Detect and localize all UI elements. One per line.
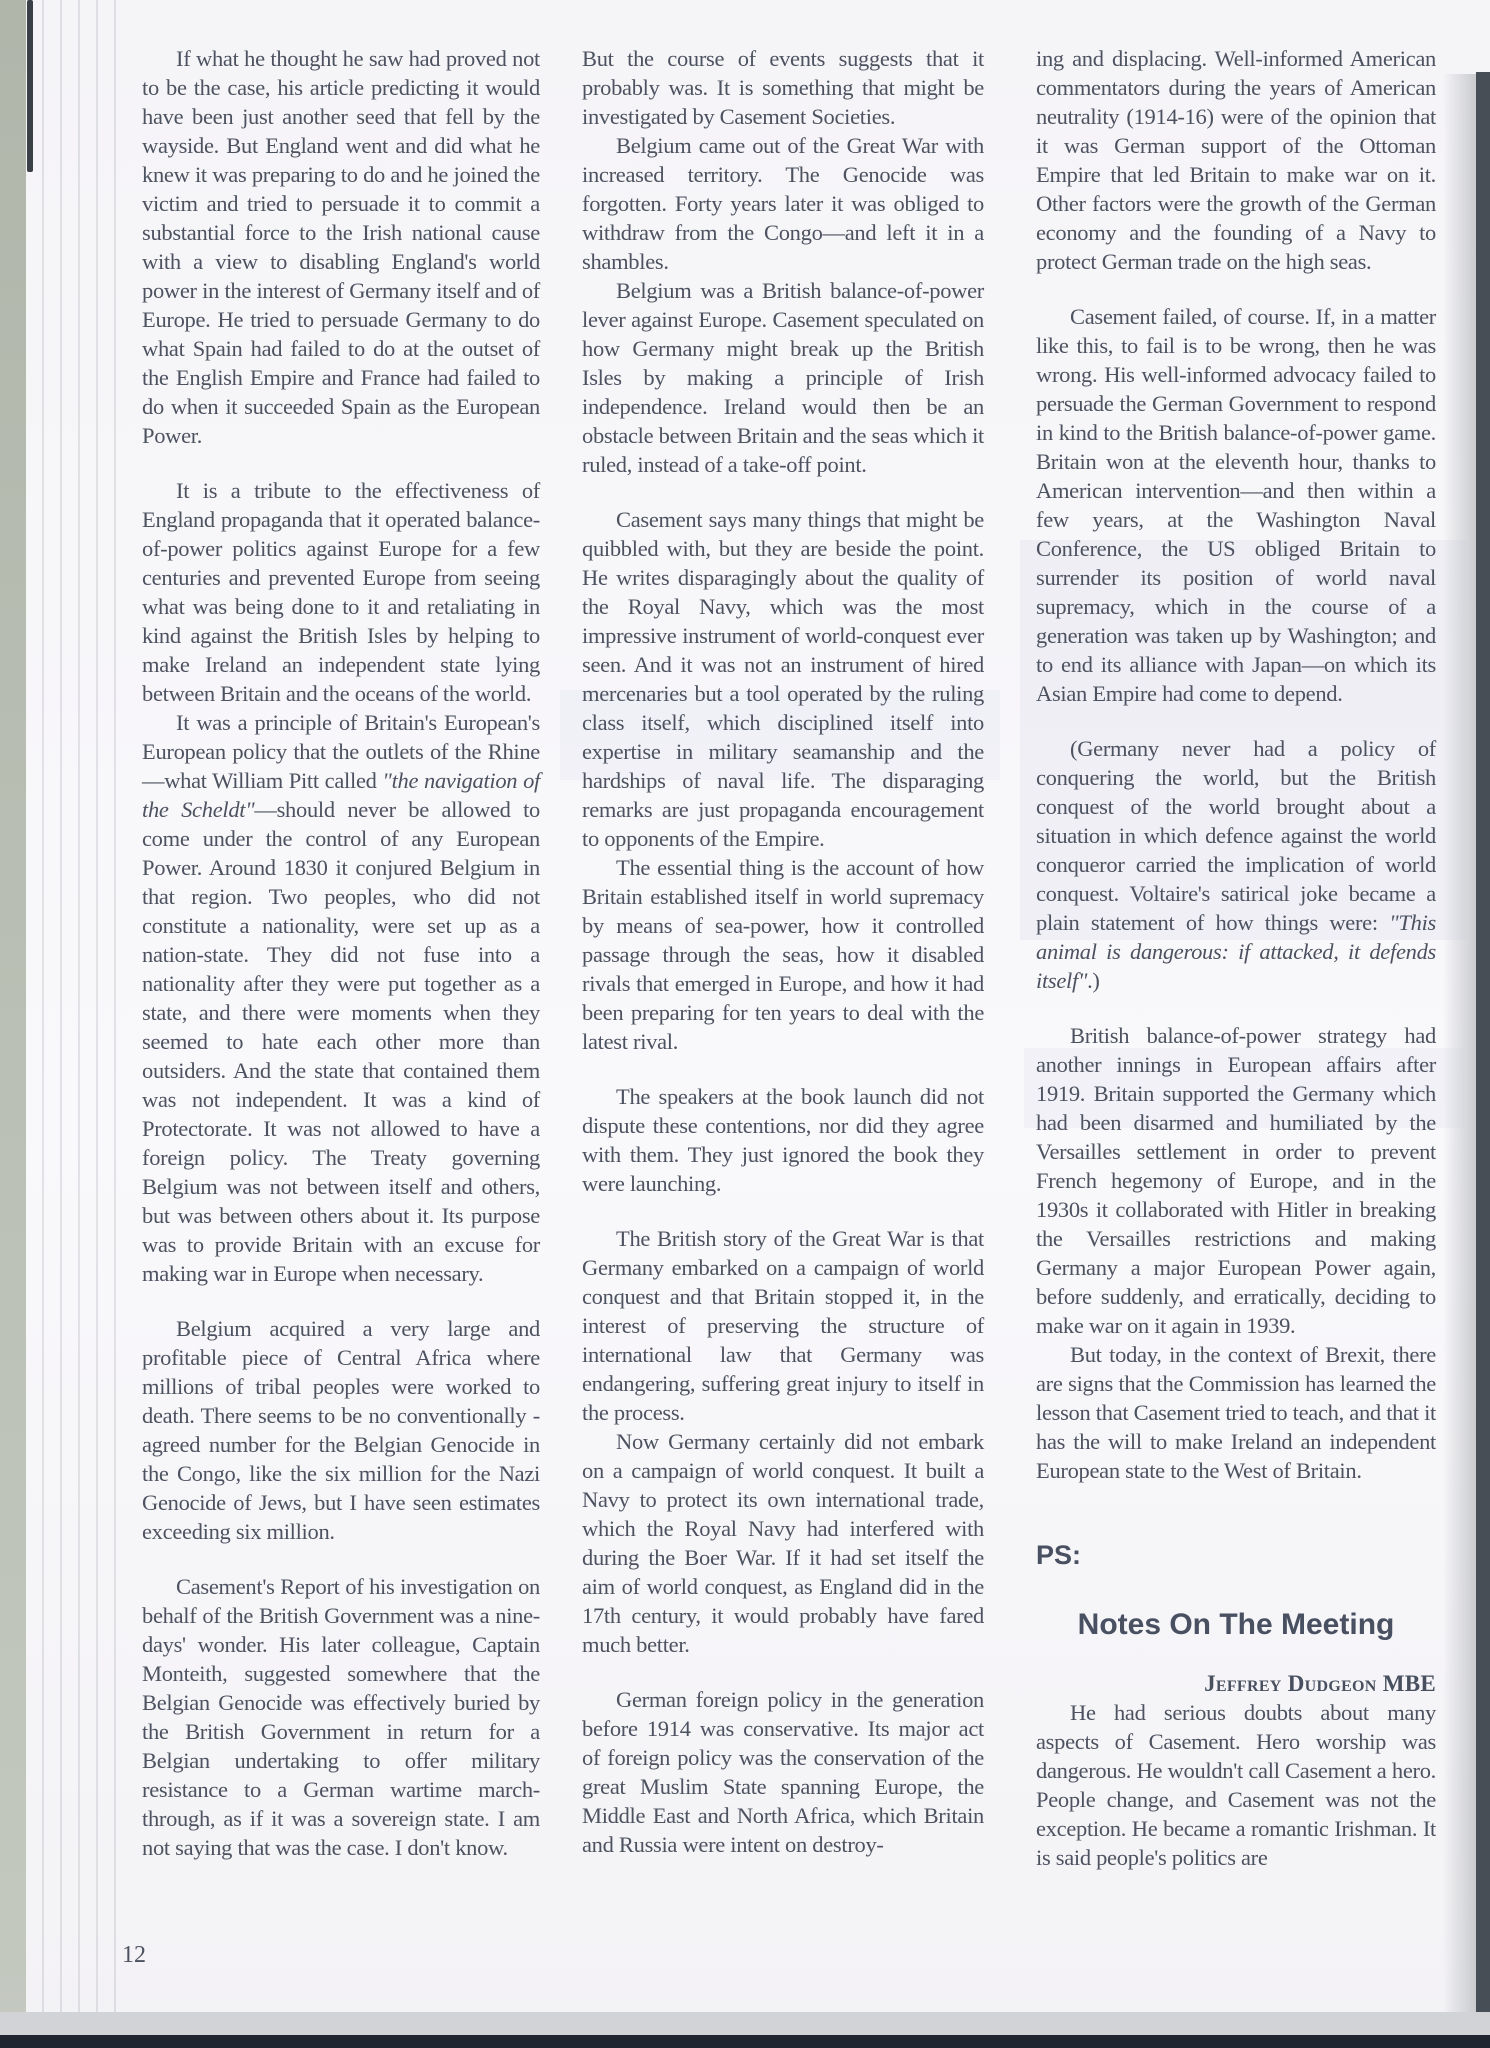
scanner-edge-right — [1476, 72, 1490, 2048]
col1-p3-italic-quote: "the navigation of the Scheldt" — [142, 768, 540, 822]
col2-paragraph-8: Now Germany certainly did not embark on a campaign of world conquest. It built a Navy to protect its own international trade, which the Royal Navy had interfered with during the Boer War. If it had set itself the aim of world conquest, as England did in the 17th century, it would probably have fared much better. — [582, 1429, 984, 1657]
col2-paragraph-1: But the course of events suggests that it probably was. It is something that might be investigated by Casement Societies. — [582, 46, 984, 129]
col1-paragraph-4: Belgium acquired a very large and profitable piece of Central Africa where millions of tribal peoples were worked to death. There seems to be no conventionally -agreed number for the Belgian Genocide in the Congo, like the six million for the Nazi Genocide of Jews, but I have seen estimates exceeding six million. — [142, 1316, 540, 1544]
page-edge-shadow-right — [1444, 74, 1478, 2036]
col2-paragraph-4: Casement says many things that might be quibbled with, but they are beside the point. He writes disparagingly about the quality of the Royal Navy, which was the most impressive instrument of world-conquest ever seen. And it was not an instrument of hired mercenaries but a tool operated by the ruling class itself, which disciplined itself into expertise in military seamanship and the hardships of naval life. The disparaging remarks are just propaganda encouragement to opponents of the Empire. — [582, 507, 984, 851]
section-heading: Notes On The Meeting — [1077, 1608, 1395, 1641]
col2-paragraph-3: Belgium was a British balance-of-power lever against Europe. Casement speculated on how Germany might break up the British Isles by making a principle of Irish independence. Ireland would then be an obstacle between Britain and the seas which it ruled, instead of a take-off point. — [582, 278, 984, 477]
col3-p3-text: (Germany never had a policy of conquering the world, but the British conquest of the world brought about a situation in which defence against the world conqueror carried the implication of world conquest. Voltaire's satirical joke became a plain statement of how things were: — [1036, 736, 1436, 935]
scanner-edge-bottom — [0, 2035, 1490, 2048]
byline: Jeffrey Dudgeon MBE — [1204, 1671, 1436, 1696]
col2-paragraph-5: The essential thing is the account of how Britain established itself in world supremacy by means of sea-power, how it controlled passage through the seas, how it disabled rivals that emerged in Europe, and how it had been preparing for ten years to deal with the latest rival. — [582, 855, 984, 1054]
col3-paragraph-6: He had serious doubts about many aspects of Casement. Hero worship was dangerous. He wouldn't call Casement a hero. People change, and Casement was not the exception. He became a romantic Irishman. It is said people's politics are — [1036, 1700, 1436, 1870]
col3-paragraph-1: ing and displacing. Well-informed American commentators during the years of American neutrality (1914-16) were of the opinion that it was German support of the Ottoman Empire that led Britain to make war on it. Other factors were the growth of the German economy and the founding of a Navy to protect German trade on the high seas. — [1036, 46, 1436, 274]
column-1 — [142, 44, 540, 1862]
col1-paragraph-5: Casement's Report of his investigation on behalf of the British Government was a nine-days' wonder. His later colleague, Captain Monteith, suggested somewhere that the Belgian Genocide was effectively buried by the British Government in return for a Belgian undertaking to offer military resistance to a German wartime march-through, as if it was a sovereign state. I am not saying that was the case. I don't know. — [142, 1574, 540, 1860]
col3-paragraph-2: Casement failed, of course. If, in a matter like this, to fail is to be wrong, then he was wrong. His well-informed advocacy failed to persuade the German Government to respond in kind to the British balance-of-power game. Britain won at the eleventh hour, thanks to American intervention—and then within a few years, at the Washington Naval Conference, the US obliged Britain to surrender its position of world naval supremacy, which in the course of a generation was taken up by Washington; and to end its alliance with Japan—on which its Asian Empire had come to depend. — [1036, 304, 1436, 706]
col3-paragraph-3 — [1036, 734, 1436, 995]
column-2 — [582, 44, 984, 1859]
ps-label: PS: — [1036, 1540, 1082, 1570]
col1-paragraph-1: If what he thought he saw had proved not to be the case, his article predicting it would have been just another seed that fell by the wayside. But England went and did what he knew it was preparing to do and he joined the victim and tried to persuade it to commit a substantial force to the Irish national cause with a view to disabling England's world power in the interest of Germany itself and of Europe. He tried to persuade Germany to do what Spain had failed to do at the outset of the English Empire and France had failed to do when it succeeded Spain as the European Power. — [142, 46, 540, 448]
scanner-edge-left — [0, 0, 26, 2048]
page-edge-shadow-bottom — [0, 2012, 1490, 2035]
col1-p3-text: —should never be allowed to come under the control of any European Power. Around 1830 it conjured Belgium in that region. Two peoples, who did not constitute a nationality, were set up as a nation-state. They did not fuse into a nationality after they were put together as a state, and there were moments when they seemed to hate each other more than outsiders. And the state that contained them was not independent. It was a kind of Protectorate. It was not allowed to have a foreign policy. The Treaty governing Belgium was not between itself and others, but was between others about it. Its purpose was to provide Britain with an excuse for making war in Europe when necessary. — [142, 797, 541, 1286]
col2-paragraph-7: The British story of the Great War is that Germany embarked on a campaign of world conquest and that Britain stopped it, in the interest of preserving the structure of international law that Germany was endangering, suffering great injury to itself in the process. — [582, 1226, 984, 1425]
scan-artifact-mark — [27, 0, 33, 172]
col2-paragraph-9: German foreign policy in the generation before 1914 was conservative. Its major act of foreign policy was the conservation of the great Muslim State spanning Europe, the Middle East and North Africa, which Britain and Russia were intent on destroy- — [582, 1687, 984, 1857]
col2-paragraph-2: Belgium came out of the Great War with increased territory. The Genocide was forgotten. Forty years later it was obliged to withdraw from the Congo—and left it in a shambles. — [582, 133, 984, 274]
page-edge-creases — [26, 0, 118, 2014]
col3-paragraph-4: British balance-of-power strategy had another innings in European affairs after 1919. Britain supported the Germany which had been disarmed and humiliated by the Versailles settlement in order to prevent French hegemony of Europe, and in the 1930s it collaborated with Hitler in breaking the Versailles restrictions and making Germany a major European Power again, before suddenly, and erratically, deciding to make war on it again in 1939. — [1036, 1023, 1436, 1338]
col1-p3-text: It was a principle of Britain's European's European policy that the outlets of the Rhine—what William Pitt called — [142, 710, 540, 793]
col3-p3-text: .) — [1087, 968, 1100, 993]
col1-paragraph-3 — [142, 708, 540, 1288]
col3-paragraph-5: But today, in the context of Brexit, there are signs that the Commission has learned the lesson that Casement tried to teach, and that it has the will to make Ireland an independent European state to the West of Britain. — [1036, 1342, 1436, 1483]
col2-paragraph-6: The speakers at the book launch did not dispute these contentions, nor did they agree with them. They just ignored the book they were launching. — [582, 1084, 984, 1196]
col1-paragraph-2: It is a tribute to the effectiveness of England propaganda that it operated balance-of-power politics against Europe for a few centuries and prevented Europe from seeing what was being done to it and retaliating in kind against the British Isles by helping to make Ireland an independent state lying between Britain and the oceans of the world. — [142, 478, 540, 706]
column-3 — [1036, 44, 1436, 1872]
page-number: 12 — [122, 1942, 146, 1968]
col3-p3-italic-quote: "This animal is dangerous: if attacked, it defends itself" — [1036, 910, 1436, 993]
